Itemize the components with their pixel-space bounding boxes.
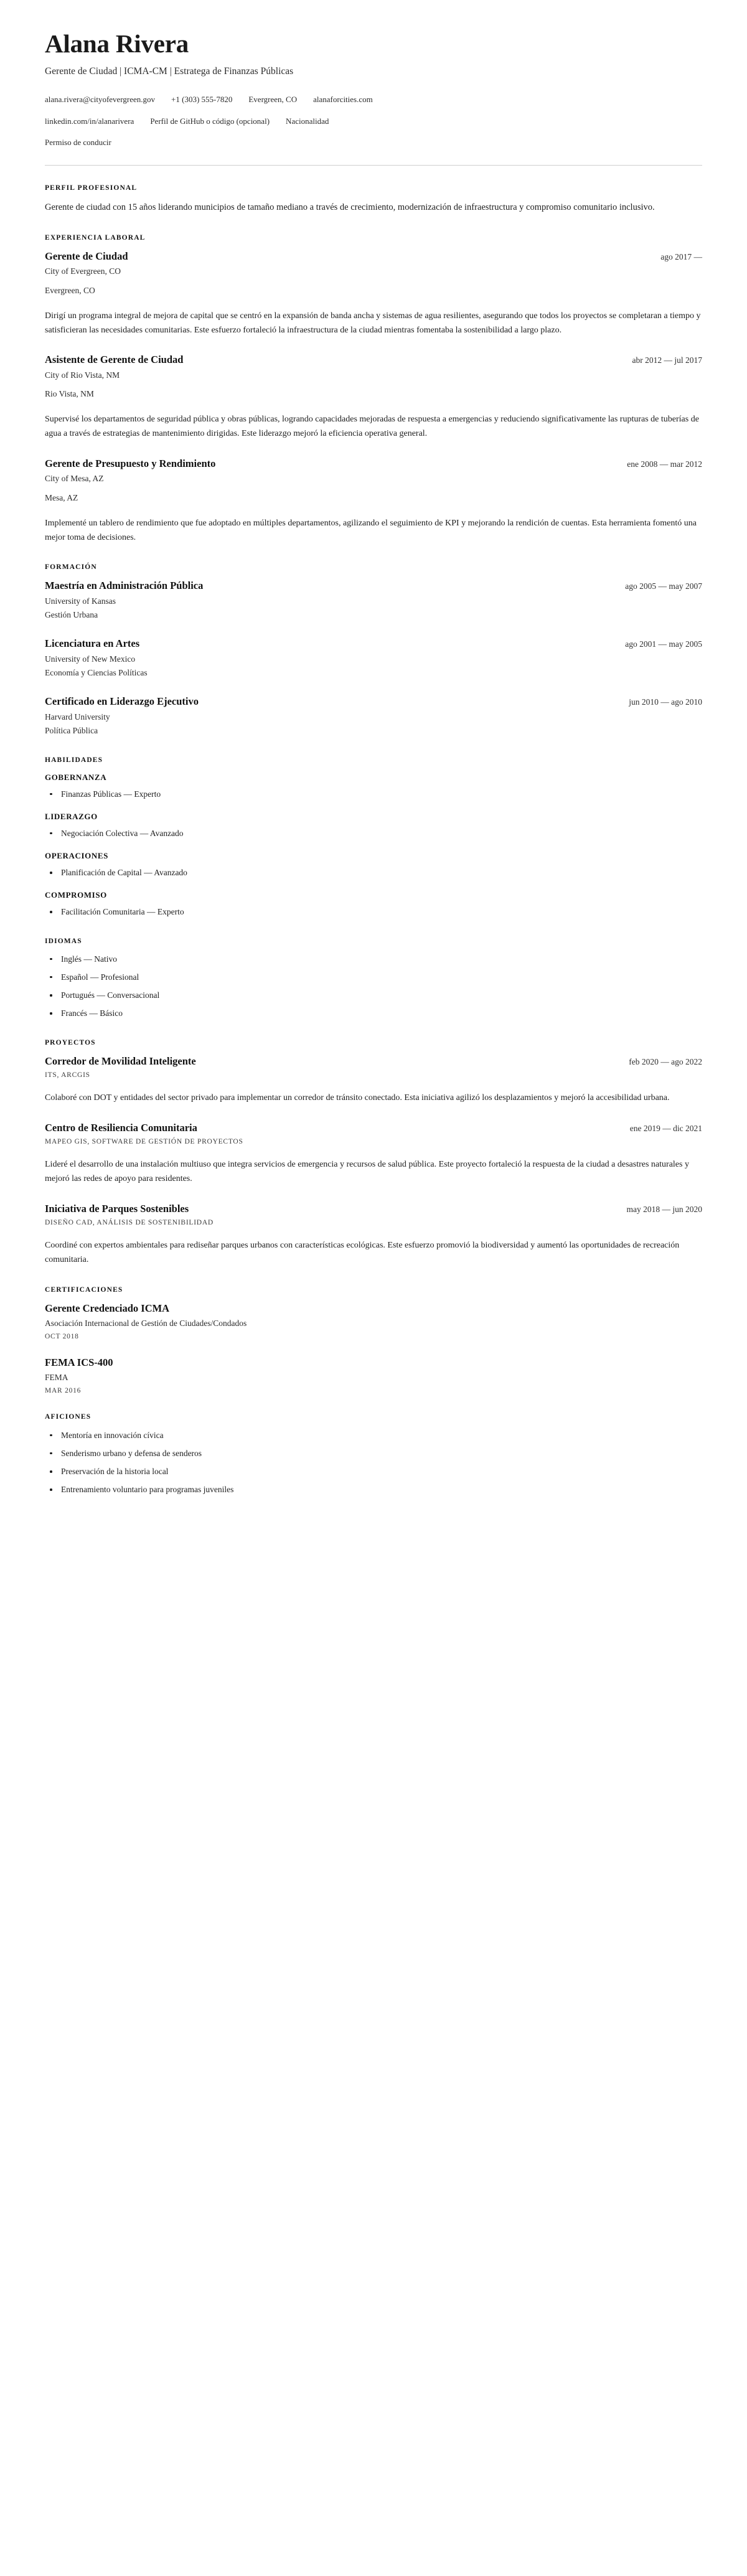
contact-item[interactable]: alanaforcities.com xyxy=(313,95,373,105)
project-tech: DISEÑO CAD, ANÁLISIS DE SOSTENIBILIDAD xyxy=(45,1219,214,1227)
job-description: Implementé un tablero de rendimiento que fue adoptado en múltiples departamentos, agilizando el seguimiento de KPI y mejorando la rendición de cuentas. Esta herramienta fomentó una mejor toma de decisiones. xyxy=(45,518,697,542)
job-location: Mesa, AZ xyxy=(45,492,78,502)
job-title: Gerente de Ciudad xyxy=(45,250,128,262)
skill-group xyxy=(45,851,702,879)
certifications-list xyxy=(45,1302,702,1394)
school-name: University of Kansas xyxy=(45,596,116,606)
project-tech: MAPEO GIS, SOFTWARE DE GESTIÓN DE PROYECTOS xyxy=(45,1138,243,1146)
contact-item[interactable]: +1 (303) 555-7820 xyxy=(171,95,233,105)
skill-item-list xyxy=(45,827,702,840)
hobbies-list xyxy=(45,1429,702,1497)
certification-date: OCT 2018 xyxy=(45,1332,79,1340)
job-location: Rio Vista, NM xyxy=(45,389,94,399)
section-title-summary: PERFIL PROFESIONAL xyxy=(45,184,138,192)
certification-entry xyxy=(45,1356,702,1394)
project-dates: may 2018 — jun 2020 xyxy=(626,1204,702,1214)
summary-text: Gerente de ciudad con 15 años liderando municipios de tamaño mediano a través de crecimiento, modernización de infraestructura y compromiso comunitario inclusivo. xyxy=(45,202,655,213)
resume-header xyxy=(45,30,702,149)
entry-header xyxy=(45,250,702,263)
job-title: Asistente de Gerente de Ciudad xyxy=(45,354,184,366)
section-title-education: FORMACIÓN xyxy=(45,563,97,571)
section-hobbies xyxy=(45,1413,702,1497)
skill-group-title: COMPROMISO xyxy=(45,890,107,900)
project-entry xyxy=(45,1122,702,1187)
education-entry xyxy=(45,580,702,621)
contact-item[interactable]: linkedin.com/in/alanarivera xyxy=(45,116,134,126)
section-education xyxy=(45,563,702,737)
education-list xyxy=(45,580,702,737)
language-item: Español — Profesional xyxy=(45,971,702,984)
job-organization: City of Mesa, AZ xyxy=(45,474,104,484)
section-title-skills: HABILIDADES xyxy=(45,756,103,764)
contact-row-primary xyxy=(45,93,702,106)
section-title-projects: PROYECTOS xyxy=(45,1038,96,1046)
certification-issuer: FEMA xyxy=(45,1373,68,1383)
skills-list xyxy=(45,773,702,919)
section-projects xyxy=(45,1039,702,1267)
languages-list xyxy=(45,953,702,1020)
contact-row-tertiary xyxy=(45,136,702,149)
skill-item: Finanzas Públicas — Experto xyxy=(45,788,702,801)
job-dates: ene 2008 — mar 2012 xyxy=(627,459,702,469)
degree-dates: jun 2010 — ago 2010 xyxy=(629,697,702,707)
contact-item[interactable]: Evergreen, CO xyxy=(248,95,298,105)
project-entry xyxy=(45,1203,702,1267)
degree-title: Licenciatura en Artes xyxy=(45,637,140,650)
section-title-certifications: CERTIFICACIONES xyxy=(45,1286,123,1294)
project-description: Lideré el desarrollo de una instalación multiuso que integra servicios de emergencia y recursos de salud pública. Este proyecto fortaleció la respuesta de la ciudad a desastres naturales y mejoró las redes de apoyo para residentes. xyxy=(45,1160,689,1184)
experience-entry xyxy=(45,354,702,441)
job-dates: abr 2012 — jul 2017 xyxy=(632,355,702,365)
hobby-item: Entrenamiento voluntario para programas juveniles xyxy=(45,1483,702,1496)
project-description: Coordiné con expertos ambientales para rediseñar parques urbanos con características ecológicas. Este esfuerzo promovió la biodiversidad y aumentó las oportunidades de recreación comunitaria. xyxy=(45,1241,680,1265)
skill-item-list xyxy=(45,906,702,918)
project-title: Corredor de Movilidad Inteligente xyxy=(45,1055,196,1067)
job-organization: City of Rio Vista, NM xyxy=(45,370,120,380)
project-tech: ITS, ARCGIS xyxy=(45,1071,90,1079)
contact-item[interactable]: alana.rivera@cityofevergreen.gov xyxy=(45,95,156,105)
entry-header xyxy=(45,458,702,471)
skill-item-list xyxy=(45,867,702,879)
job-title: Gerente de Presupuesto y Rendimiento xyxy=(45,457,216,469)
project-dates: feb 2020 — ago 2022 xyxy=(629,1056,702,1066)
skill-group xyxy=(45,773,702,801)
entry-header xyxy=(45,1356,702,1370)
certification-entry xyxy=(45,1302,702,1340)
school-name: Harvard University xyxy=(45,712,110,722)
certification-name: FEMA ICS-400 xyxy=(45,1356,113,1368)
section-languages xyxy=(45,938,702,1020)
entry-header xyxy=(45,1122,702,1135)
language-item: Portugués — Conversacional xyxy=(45,989,702,1002)
project-title: Centro de Resiliencia Comunitaria xyxy=(45,1121,197,1134)
projects-list xyxy=(45,1055,702,1267)
school-name: University of New Mexico xyxy=(45,654,136,664)
entry-header xyxy=(45,1203,702,1216)
candidate-name: Alana Rivera xyxy=(45,29,189,58)
degree-title: Certificado en Liderazgo Ejecutivo xyxy=(45,695,199,708)
candidate-headline: Gerente de Ciudad | ICMA-CM | Estratega de Finanzas Públicas xyxy=(45,65,294,77)
hobby-item: Senderismo urbano y defensa de senderos xyxy=(45,1447,702,1460)
job-organization: City of Evergreen, CO xyxy=(45,266,121,276)
certification-name: Gerente Credenciado ICMA xyxy=(45,1302,170,1314)
degree-dates: ago 2005 — may 2007 xyxy=(625,581,702,591)
education-entry xyxy=(45,637,702,679)
section-skills xyxy=(45,756,702,919)
job-description: Dirigí un programa integral de mejora de capital que se centró en la expansión de banda ancha y sistemas de agua resilientes, asegurando que todos los proyectos se completaran a tiempo y satisficieran las necesidades comunitarias. Este esfuerzo fortaleció la infraestructura de la ciudad mientras fomentaba la sostenibilidad a largo plazo. xyxy=(45,311,701,335)
skill-item-list xyxy=(45,788,702,801)
entry-header xyxy=(45,695,702,708)
hobby-item: Mentoría en innovación cívica xyxy=(45,1429,702,1442)
skill-item: Planificación de Capital — Avanzado xyxy=(45,867,702,879)
hobby-item: Preservación de la historia local xyxy=(45,1465,702,1478)
contact-item[interactable]: Perfil de GitHub o código (opcional) xyxy=(150,116,270,126)
project-title: Iniciativa de Parques Sostenibles xyxy=(45,1202,189,1215)
entry-header xyxy=(45,637,702,651)
experience-list xyxy=(45,250,702,545)
contact-row-secondary xyxy=(45,115,702,128)
entry-header xyxy=(45,1302,702,1315)
contact-item[interactable]: Nacionalidad xyxy=(286,116,329,126)
certification-date: MAR 2016 xyxy=(45,1386,82,1394)
education-entry xyxy=(45,695,702,737)
job-location: Evergreen, CO xyxy=(45,285,95,295)
project-description: Colaboré con DOT y entidades del sector privado para implementar un corredor de tránsito conectado. Esta iniciativa agilizó los desplazamientos y mejoró la accesibilidad urbana. xyxy=(45,1093,670,1103)
field-of-study: Economía y Ciencias Políticas xyxy=(45,668,148,678)
language-item: Inglés — Nativo xyxy=(45,953,702,966)
skill-item: Negociación Colectiva — Avanzado xyxy=(45,827,702,840)
entry-header xyxy=(45,580,702,593)
section-certifications xyxy=(45,1286,702,1394)
section-title-experience: EXPERIENCIA LABORAL xyxy=(45,233,146,242)
certification-issuer: Asociación Internacional de Gestión de Ciudades/Condados xyxy=(45,1319,247,1328)
skill-group xyxy=(45,812,702,840)
section-title-hobbies: AFICIONES xyxy=(45,1413,92,1421)
entry-header xyxy=(45,354,702,367)
field-of-study: Gestión Urbana xyxy=(45,610,98,620)
contact-item[interactable]: Permiso de conducir xyxy=(45,137,111,147)
job-dates: ago 2017 — xyxy=(660,251,702,261)
skill-group-title: OPERACIONES xyxy=(45,851,108,861)
entry-header xyxy=(45,1055,702,1068)
project-dates: ene 2019 — dic 2021 xyxy=(629,1123,702,1133)
skill-group-title: GOBERNANZA xyxy=(45,772,107,782)
field-of-study: Política Pública xyxy=(45,726,98,736)
skill-group xyxy=(45,890,702,918)
skill-item: Facilitación Comunitaria — Experto xyxy=(45,906,702,918)
degree-dates: ago 2001 — may 2005 xyxy=(625,639,702,649)
language-item: Francés — Básico xyxy=(45,1007,702,1020)
experience-entry xyxy=(45,250,702,337)
project-entry xyxy=(45,1055,702,1106)
section-title-languages: IDIOMAS xyxy=(45,937,82,945)
section-experience xyxy=(45,234,702,545)
skill-group-title: LIDERAZGO xyxy=(45,811,98,821)
job-description: Supervisé los departamentos de seguridad pública y obras públicas, logrando capacidades mejoradas de respuesta a emergencias y reduciendo significativamente las rupturas de tuberías de agua a través de estrategias de mantenimiento dirigidas. Este liderazgo mejoró la eficiencia operativa general. xyxy=(45,415,699,439)
section-summary xyxy=(45,184,702,215)
degree-title: Maestría en Administración Pública xyxy=(45,580,204,592)
experience-entry xyxy=(45,458,702,545)
header-divider xyxy=(45,165,702,166)
